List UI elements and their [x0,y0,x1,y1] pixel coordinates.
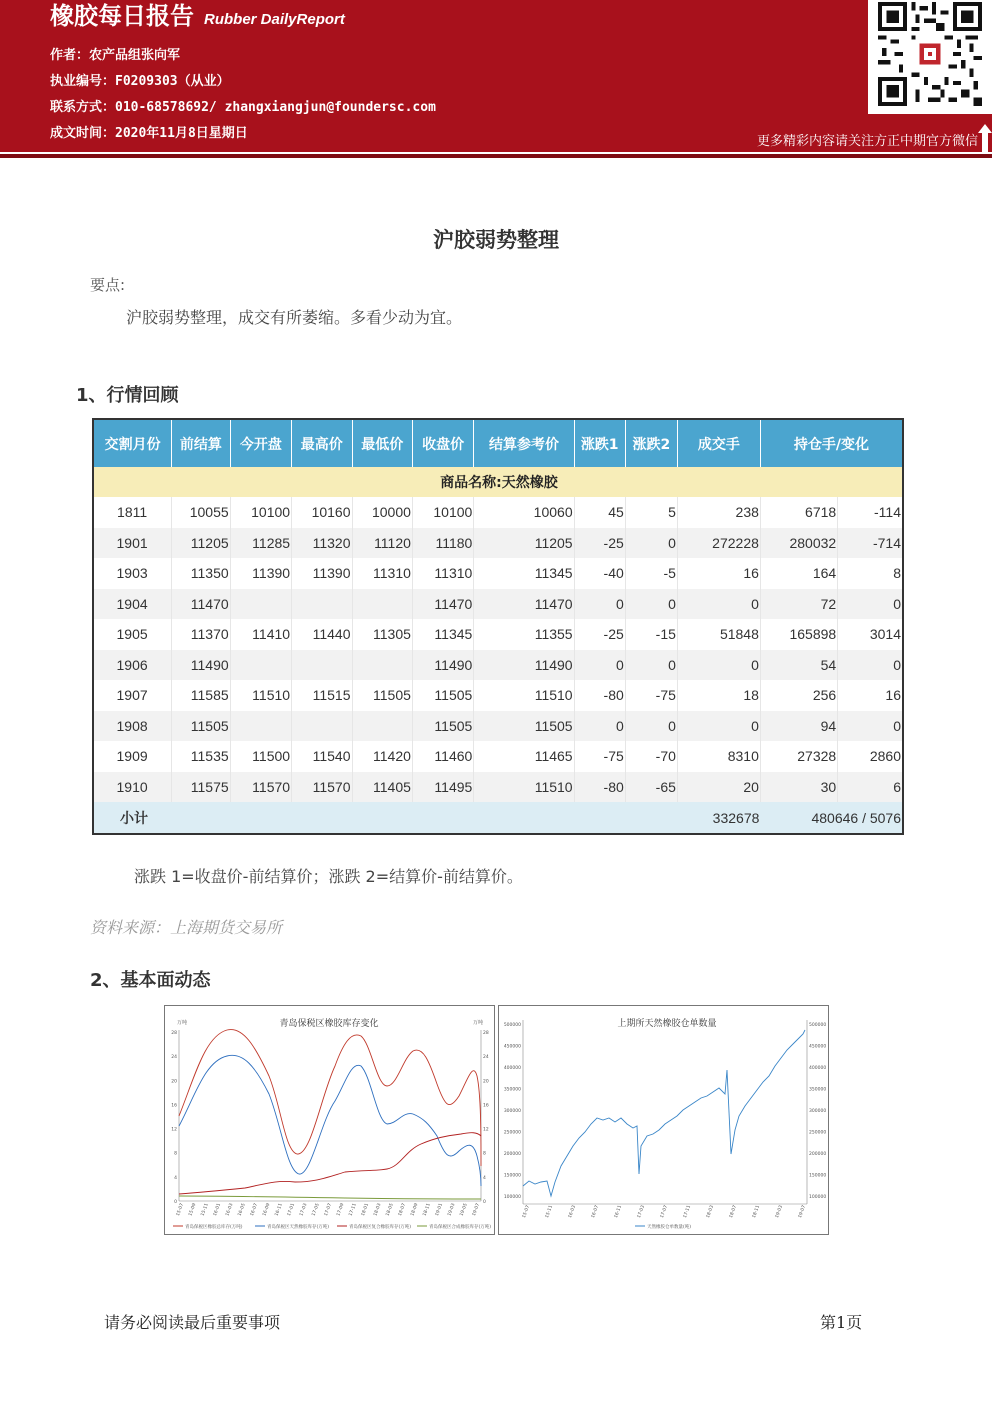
report-header [0,0,992,158]
table-cell: 11460 [412,741,473,772]
tick-label: 19-05 [459,1202,469,1217]
table-cell: 11575 [172,772,230,803]
tick-label: 8 [483,1151,486,1157]
table-cell [352,650,412,681]
table-body [93,467,903,834]
tick-label: 19-01 [434,1202,445,1217]
tick-label: 17-07 [323,1202,334,1217]
tick-label: 24 [483,1055,489,1061]
table-cell [352,589,412,620]
series-line-compound [179,1133,481,1194]
tick-label: 300000 [503,1109,521,1114]
table-cell: 11120 [352,528,412,559]
tick-label: 16-03 [567,1204,578,1219]
column-header: 持仓手/变化 [760,419,903,467]
tick-label: 24 [171,1055,177,1061]
tick-label: 15-11 [200,1202,210,1217]
table-row [93,589,903,620]
table-row [93,741,903,772]
table-cell: 11510 [230,680,291,711]
tick-label: 15-09 [188,1202,198,1217]
column-header: 结算参考价 [474,419,574,467]
tick-label: 150000 [809,1173,827,1179]
tick-label: 350000 [809,1087,827,1093]
table-cell: 0 [677,589,760,620]
table-cell: 6718 [760,497,837,528]
chart-inventory [164,1005,495,1235]
table-cell: 11490 [412,650,473,681]
tick-label: 20 [171,1079,177,1085]
table-cell: 11585 [172,680,230,711]
tick-label: 19-03 [774,1204,785,1219]
table-cell: 0 [625,589,677,620]
tick-label: 16 [171,1103,177,1109]
contact-info: 联系方式：010-68578692/ zhangxiangjun@foundersc.com [50,100,436,115]
legend-label: 青岛保税区合成橡胶库存(万吨) [429,1225,492,1230]
qr-code-box [868,0,992,114]
tick-label: 28 [483,1031,489,1036]
tick-label: 12 [171,1127,177,1133]
table-cell: 11410 [230,619,291,650]
table-cell: 11495 [412,772,473,803]
table-cell: 11500 [230,741,291,772]
table-cell: 1903 [93,558,172,589]
table-cell: 1901 [93,528,172,559]
table-cell: 0 [625,650,677,681]
table-cell: 11420 [352,741,412,772]
table-cell: 0 [625,528,677,559]
table-cell: 11465 [474,741,574,772]
table-cell: 11310 [352,558,412,589]
chart-warehouse-receipts [498,1005,829,1235]
author: 作者：农产品组张向军 [50,48,181,63]
table-cell: 2860 [838,741,903,772]
table-cell: 11345 [412,619,473,650]
table-cell: 1811 [93,497,172,528]
tick-label: 16-05 [237,1202,247,1217]
table-cell: 45 [574,497,625,528]
tick-label: 18-07 [397,1202,408,1217]
table-cell [292,650,352,681]
table-cell: 0 [625,711,677,742]
table-cell: 0 [838,711,903,742]
table-cell: 11345 [474,558,574,589]
table-cell [292,711,352,742]
y-axis-label-left: 万吨 [177,1020,188,1026]
table-cell: 11540 [292,741,352,772]
tick-label: 17-11 [682,1204,693,1219]
table-cell: -5 [625,558,677,589]
page-number: 第1页 [820,1313,863,1332]
table-cell: -75 [574,741,625,772]
product-name: 商品名称:天然橡胶 [93,467,903,497]
tick-label: 17-07 [659,1204,670,1219]
tick-label: 16-01 [212,1202,223,1217]
table-cell: 11305 [352,619,412,650]
tick-label: 250000 [503,1130,521,1136]
subtotal-row [93,802,903,834]
table-cell: 11320 [292,528,352,559]
series-line-receipts [523,1030,805,1196]
table-cell: 11505 [412,711,473,742]
table-cell: -75 [625,680,677,711]
tick-label: 16-07 [249,1202,260,1217]
tick-label: 17-01 [286,1202,297,1217]
report-title-cn: 橡胶每日报告 [50,2,194,30]
table-cell [230,589,291,620]
chart-title: 上期所天然橡胶仓单数量 [617,1019,717,1029]
table-row [93,680,903,711]
table-cell: 11515 [292,680,352,711]
license-number: 执业编号：F0209303（从业） [50,74,230,89]
section-heading-fundamentals: 2、基本面动态 [90,970,211,991]
header-rule-dark [0,154,992,158]
tick-label: 400000 [809,1066,827,1071]
table-note: 涨跌 1=收盘价-前结算价；涨跌 2=结算价-前结算价。 [134,867,523,886]
tick-label: 350000 [503,1087,521,1093]
tick-label: 15-11 [544,1204,555,1219]
table-row [93,650,903,681]
tick-label: 19-07 [797,1204,808,1219]
column-header: 最低价 [352,419,412,467]
tick-label: 0 [174,1200,177,1205]
table-cell: 11205 [172,528,230,559]
y-tick-labels-right [809,1022,826,1200]
table-cell: 10100 [230,497,291,528]
tick-label: 17-03 [299,1202,309,1217]
table-cell: 11285 [230,528,291,559]
y-tick-labels-left [504,1022,521,1200]
tick-label: 18-01 [360,1202,371,1217]
tick-label: 400000 [503,1066,521,1071]
table-cell: 3014 [838,619,903,650]
table-cell: 1907 [93,680,172,711]
document-title: 沪胶弱势整理 [433,228,559,252]
tick-label: 20 [483,1079,489,1085]
table-cell: 11470 [474,589,574,620]
table-cell: 10000 [352,497,412,528]
series-line-total [179,1029,481,1166]
legend-label: 青岛保税区天然橡胶库存(万吨) [267,1225,330,1230]
legend-label: 天然橡胶仓单数量(吨) [647,1225,692,1230]
table-row [93,619,903,650]
subtotal-volume: 332678 [677,802,760,834]
tick-label: 15-07 [521,1204,532,1219]
table-cell: 11505 [474,711,574,742]
tick-label: 18-09 [410,1202,420,1217]
tick-label: 16-11 [274,1202,284,1217]
table-cell: 11535 [172,741,230,772]
table-cell: 94 [760,711,837,742]
tick-label: 12 [483,1127,489,1133]
column-header: 涨跌1 [574,419,625,467]
table-cell: 11390 [230,558,291,589]
keypoints-label: 要点: [90,276,126,294]
y-axis-label-right: 万吨 [473,1020,484,1026]
table-cell: 238 [677,497,760,528]
table-cell: 10100 [412,497,473,528]
tick-label: 100000 [809,1195,827,1200]
table-cell: 54 [760,650,837,681]
tick-label: 450000 [503,1044,521,1050]
column-header: 收盘价 [412,419,473,467]
table-cell: 51848 [677,619,760,650]
table-row [93,711,903,742]
table-cell: 11570 [292,772,352,803]
table-cell: 0 [574,589,625,620]
table-cell: -65 [625,772,677,803]
tick-label: 17-11 [348,1202,358,1217]
tick-label: 500000 [809,1023,827,1028]
tick-label: 4 [174,1175,177,1181]
x-tick-labels [175,1202,481,1216]
tick-label: 18-11 [751,1204,762,1219]
y-tick-labels-right [483,1030,489,1205]
tick-label: 150000 [503,1173,521,1179]
table-cell: 1909 [93,741,172,772]
table-cell: 10060 [474,497,574,528]
table-cell: 16 [838,680,903,711]
table-row [93,772,903,803]
table-cell: 1905 [93,619,172,650]
table-cell: 16 [677,558,760,589]
table-cell: -40 [574,558,625,589]
table-cell: 0 [838,589,903,620]
report-title-en: Rubber DailyReport [204,11,345,28]
table-cell: -70 [625,741,677,772]
wechat-note: 更多精彩内容请关注方正中期官方微信 [756,134,978,149]
table-cell: -25 [574,619,625,650]
table-cell: 0 [574,711,625,742]
data-source: 资料来源：上海期货交易所 [90,918,283,937]
table-cell: 5 [625,497,677,528]
table-cell: 1908 [93,711,172,742]
table-cell [230,650,291,681]
legend-label: 青岛保税区橡胶总库存(万吨) [185,1225,243,1230]
table-cell: 11310 [412,558,473,589]
table-cell: 11470 [172,589,230,620]
table-cell: 11505 [172,711,230,742]
table-row [93,528,903,559]
tick-label: 200000 [809,1152,827,1157]
table-cell: 0 [574,650,625,681]
table-cell: 1906 [93,650,172,681]
subtotal-label: 小计 [93,802,677,834]
column-header: 前结算 [172,419,230,467]
table-cell: 280032 [760,528,837,559]
table-cell: 11510 [474,680,574,711]
table-cell: 1910 [93,772,172,803]
tick-label: 18-05 [385,1202,395,1217]
table-cell: 11505 [352,680,412,711]
keypoints-text: 沪胶弱势整理，成交有所萎缩。多看少动为宜。 [126,308,463,327]
table-cell: 0 [677,711,760,742]
table-cell: -25 [574,528,625,559]
tick-label: 16-07 [590,1204,601,1219]
qr-code-icon[interactable] [878,2,982,106]
chart-warehouse-receipts-svg [499,1006,828,1234]
table-cell: -80 [574,772,625,803]
legend-label: 青岛保税区复合橡胶库存(万吨) [349,1225,412,1230]
tick-label: 18-03 [373,1202,383,1217]
tick-label: 100000 [503,1195,521,1200]
x-tick-labels [521,1204,807,1218]
table-row [93,558,903,589]
tick-label: 18-11 [422,1202,432,1217]
tick-label: 16-11 [613,1204,624,1219]
table-cell: 11355 [474,619,574,650]
table-cell: -80 [574,680,625,711]
tick-label: 19-07 [471,1202,482,1217]
table-cell: 1904 [93,589,172,620]
tick-label: 500000 [503,1023,521,1028]
column-header: 成交手 [677,419,760,467]
table-cell [352,711,412,742]
tick-label: 300000 [809,1109,827,1114]
tick-label: 28 [171,1031,177,1036]
table-cell: 11510 [474,772,574,803]
chart-title: 青岛保税区橡胶库存变化 [279,1019,379,1029]
table-cell: 10160 [292,497,352,528]
table-cell: -714 [838,528,903,559]
table-cell: 272228 [677,528,760,559]
table-cell: 11505 [412,680,473,711]
table-cell: 11205 [474,528,574,559]
table-cell: 164 [760,558,837,589]
up-arrow-icon [978,124,992,152]
tick-label: 4 [483,1175,486,1181]
table-cell: 18 [677,680,760,711]
column-header: 交割月份 [93,419,172,467]
column-header: 涨跌2 [625,419,677,467]
tick-label: 16 [483,1103,489,1109]
table-cell [292,589,352,620]
series-line-synthetic [179,1196,481,1199]
publish-date: 成文时间：2020年11月8日星期日 [50,126,248,141]
section-heading-market-review: 1、行情回顾 [76,385,179,406]
table-cell: 30 [760,772,837,803]
table-cell: -15 [625,619,677,650]
table-cell: 11350 [172,558,230,589]
tick-label: 450000 [809,1044,827,1050]
tick-label: 19-03 [447,1202,457,1217]
table-row [93,497,903,528]
table-cell: 8310 [677,741,760,772]
table-cell: 11390 [292,558,352,589]
tick-label: 17-03 [636,1204,647,1219]
table-header-row [93,419,903,467]
table-cell: 11370 [172,619,230,650]
column-header: 最高价 [292,419,352,467]
tick-label: 250000 [809,1130,827,1136]
table-cell: 11180 [412,528,473,559]
product-name-row [93,467,903,497]
tick-label: 8 [174,1151,177,1157]
tick-label: 17-05 [311,1202,321,1217]
tick-label: 16-03 [225,1202,235,1217]
table-cell: 20 [677,772,760,803]
table-cell [230,711,291,742]
subtotal-open-interest: 480646 / 5076 [760,802,903,834]
tick-label: 16-09 [262,1202,272,1217]
table-cell: 0 [677,650,760,681]
table-cell: 0 [838,650,903,681]
table-cell: 11470 [412,589,473,620]
tick-label: 18-07 [728,1204,739,1219]
tick-label: 15-07 [175,1202,186,1217]
table-cell: 11490 [172,650,230,681]
table-cell: 11570 [230,772,291,803]
table-cell: 6 [838,772,903,803]
table-cell: -114 [838,497,903,528]
y-tick-labels-left [171,1030,177,1205]
report-title [50,0,345,32]
table-cell: 165898 [760,619,837,650]
table-cell: 72 [760,589,837,620]
quote-table [92,418,904,835]
table-cell: 10055 [172,497,230,528]
tick-label: 200000 [503,1152,521,1157]
tick-label: 18-03 [705,1204,716,1219]
table-cell: 11405 [352,772,412,803]
table-cell: 27328 [760,741,837,772]
table-cell: 11490 [474,650,574,681]
table-cell: 11440 [292,619,352,650]
table-cell: 256 [760,680,837,711]
series-line-natural [179,1055,481,1186]
table-cell: 8 [838,558,903,589]
tick-label: 17-09 [336,1202,346,1217]
tick-label: 0 [483,1200,486,1205]
footer-disclaimer: 请务必阅读最后重要事项 [104,1313,281,1332]
column-header: 今开盘 [230,419,291,467]
chart-inventory-svg [165,1006,494,1234]
